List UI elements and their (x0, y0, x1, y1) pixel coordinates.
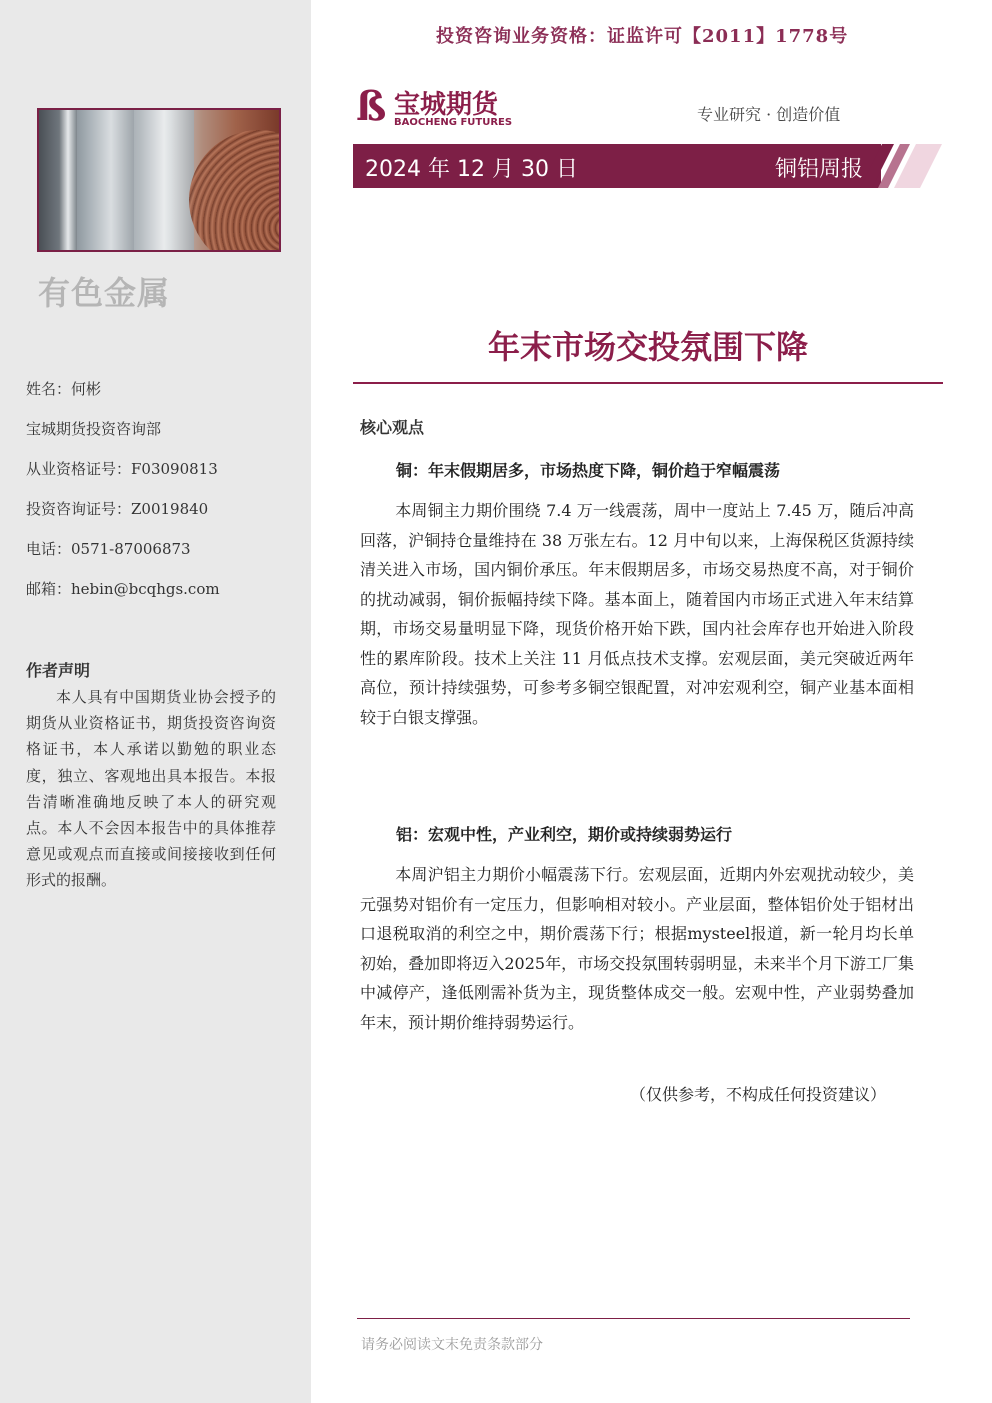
author-department: 宝城期货投资咨询部 (26, 420, 162, 438)
banner-stripes (860, 144, 942, 188)
report-type: 铜铝周报 (774, 157, 863, 182)
headline: 年末市场交投氛围下降 (487, 328, 808, 366)
report-date: 2024 年 12 月 30 日 (365, 157, 578, 182)
photo-rod (134, 110, 194, 250)
author-name: 姓名：何彬 (26, 380, 102, 398)
declaration-text: 本人具有中国期货业协会授予的期货从业资格证书，期货投资咨询资格证书，本人承诺以勤勉的职业态度，独立、客观地出具本报告。本报告清晰准确地反映了本人的研究观点。本人不会因本报告中的具体推荐意见或观点而直接或间接接收到任何形式的报酬。 (26, 688, 276, 890)
company-logo (356, 84, 526, 132)
photo-coil (189, 130, 281, 252)
practice-license: 从业资格证号：F03090813 (26, 460, 218, 478)
copper-text: 本周铜主力期价围绕 7.4 万一线震荡，周中一度站上 7.45 万，随后冲高回落，沪铜持仓量维持在 38 万张左右。12 月中旬以来，上海保税区货源持续清关进入市场，国内铜价承压。年末假期居多，市场交易热度不高，对于铜价的扰动减弱，铜价振幅持续下降。基本面上，随着国内市场正式进入年末结算期，市场交易量明显下降，现货价格开始下跌，国内社会库存也开始进入阶段性的累库阶段。技术上关注 11 月低点技术支撑。宏观层面，美元突破近两年高位，预计持续强势，可参考多铜空银配置，对冲宏观利空，铜产业基本面相较于白银支撑强。 (360, 501, 914, 727)
sector-label: 有色金属 (38, 274, 171, 312)
cover-photo (37, 108, 281, 252)
aluminum-text: 本周沪铝主力期价小幅震荡下行。宏观层面，近期内外宏观扰动较少，美元强势对铝价有一定压力，但影响相对较小。产业层面，整体铝价处于铝材出口退税取消的利空之中，期价震荡下行；根据mysteel报道，新一轮月均长单初始，叠加即将迈入2025年，市场交投氛围转弱明显，未来半个月下游工厂集中减停产，逢低刚需补货为主，现货整体成交一般。宏观中性，产业弱势叠加年末，预计期价维持弱势运行。 (360, 865, 914, 1032)
copper-title: 铜：年末假期居多，市场热度下降，铜价趋于窄幅震荡 (396, 461, 781, 480)
license-text: 投资咨询业务资格：证监许可【2011】1778号 (436, 26, 849, 47)
headline-divider (353, 382, 943, 384)
sidebar (0, 0, 311, 1403)
logo-en: BAOCHENG FUTURES (394, 117, 513, 128)
photo-rod (59, 110, 77, 250)
logo-cn: 宝城期货 (394, 90, 499, 120)
author-email[interactable]: 邮箱：hebin@bcqhgs.com (26, 580, 220, 598)
core-label: 核心观点 (360, 418, 425, 437)
declaration-title: 作者声明 (26, 661, 91, 680)
aluminum-title: 铝：宏观中性，产业利空，期价或持续弱势运行 (396, 825, 733, 844)
report-banner (353, 144, 881, 188)
disclaimer: （仅供参考，不构成任何投资建议） (630, 1085, 887, 1104)
slogan: 专业研究 · 创造价值 (697, 105, 841, 124)
footer-divider (357, 1318, 910, 1319)
logo-mark-icon: ß (356, 83, 387, 130)
consulting-license: 投资咨询证号：Z0019840 (26, 500, 209, 518)
footer-note: 请务必阅读文末免责条款部分 (361, 1337, 543, 1353)
author-phone: 电话：0571-87006873 (26, 540, 191, 558)
